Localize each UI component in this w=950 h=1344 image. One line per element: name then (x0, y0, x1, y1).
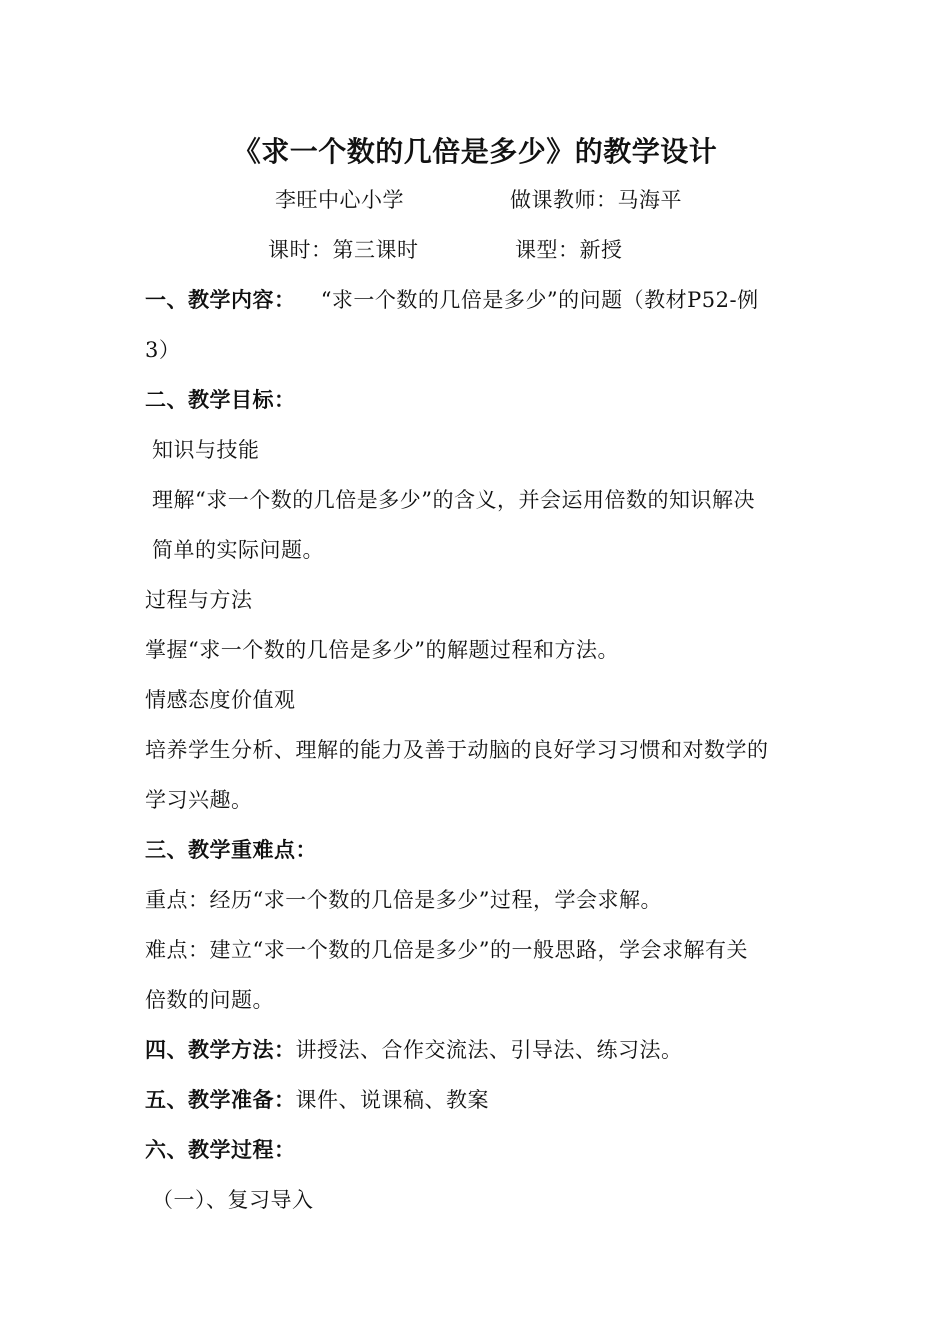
goal2-text: 掌握“求一个数的几倍是多少”的解题过程和方法。 (145, 638, 619, 662)
document-title: 《求一个数的几倍是多少》的教学设计 (232, 135, 718, 168)
school-name: 李旺中心小学 (275, 188, 404, 212)
goal3-text-cont: 学习兴趣。 (145, 788, 253, 812)
goal2-title: 过程与方法 (145, 588, 253, 612)
methods-line (145, 1035, 825, 1065)
goal1-text-cont: 简单的实际问题。 (152, 538, 324, 562)
content-heading: 一、教学内容： (145, 288, 296, 312)
goal3-title: 情感态度价值观 (145, 688, 296, 712)
content-text-cont: 3） (145, 338, 181, 362)
methods-heading: 四、教学方法： (145, 1038, 296, 1062)
prep-line (145, 1085, 825, 1115)
content-text: “求一个数的几倍是多少”的问题（教材P52-例 (320, 288, 759, 312)
goal1-title: 知识与技能 (152, 438, 260, 462)
keypoint-text: 重点：经历“求一个数的几倍是多少”过程，学会求解。 (145, 888, 662, 912)
methods-text: 讲授法、合作交流法、引导法、练习法。 (295, 1038, 683, 1062)
process-heading: 六、教学过程： (145, 1138, 296, 1162)
prep-text: 课件、说课稿、教案 (295, 1088, 489, 1112)
prep-heading: 五、教学准备： (145, 1088, 296, 1112)
difficulty-text: 难点：建立“求一个数的几倍是多少”的一般思路，学会求解有关 (145, 938, 748, 962)
difficulty-text-cont: 倍数的问题。 (145, 988, 274, 1012)
lesson-period: 课时：第三课时 (268, 238, 419, 262)
goals-heading: 二、教学目标： (145, 388, 296, 412)
process-step1: （一）、复习导入 (152, 1188, 314, 1212)
goal3-text: 培养学生分析、理解的能力及善于动脑的良好学习习惯和对数学的 (145, 738, 769, 762)
goal1-text: 理解“求一个数的几倍是多少”的含义，并会运用倍数的知识解决 (152, 488, 755, 512)
lesson-type: 课型：新授 (515, 238, 623, 262)
content-line (145, 285, 825, 315)
teacher-name: 做课教师：马海平 (510, 188, 682, 212)
keypoints-heading: 三、教学重难点： (145, 838, 317, 862)
